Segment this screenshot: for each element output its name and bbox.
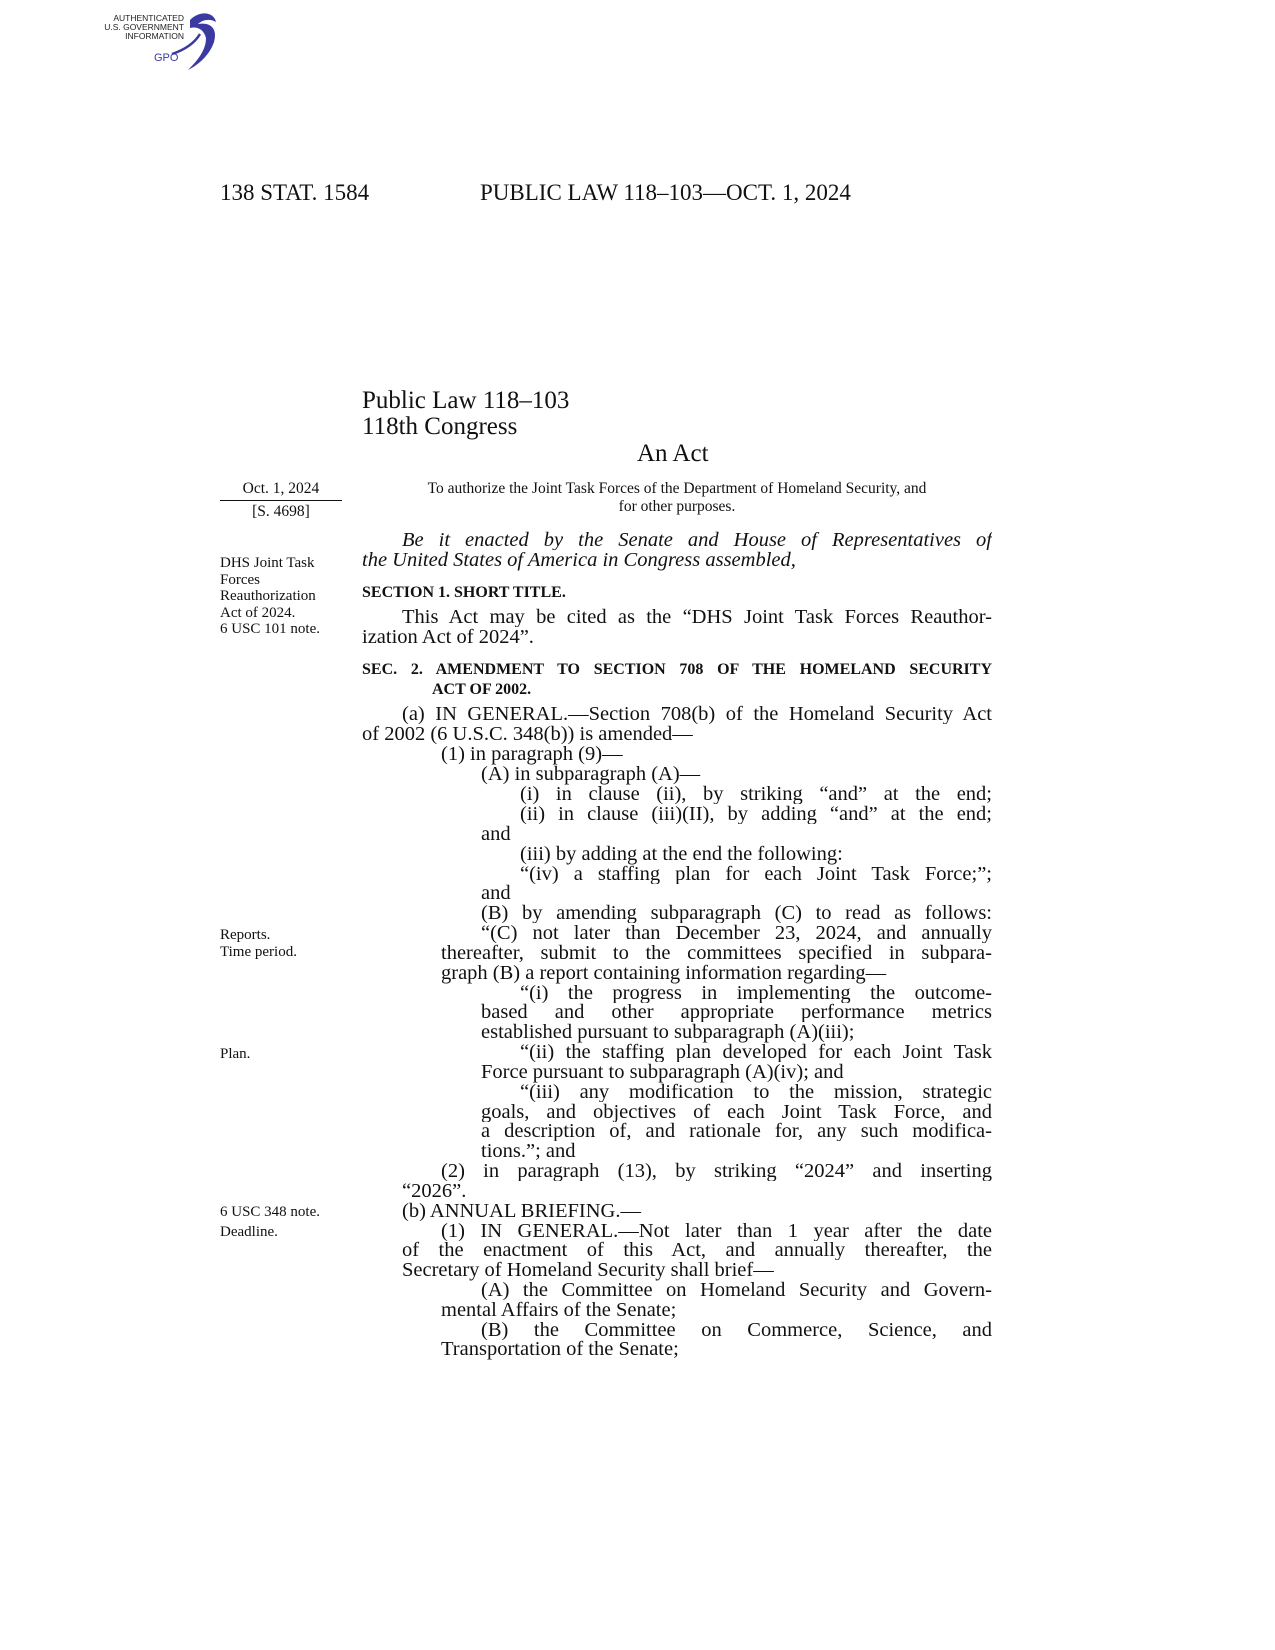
body-line: Secretary of Homeland Security shall brief— (402, 1259, 774, 1281)
body-line: (B) by amending subparagraph (C) to read as follows: (481, 903, 992, 923)
body-line: (a) IN GENERAL.—Section 708(b) of the Homeland Security Act (402, 704, 992, 724)
body-line: and (481, 882, 511, 904)
body-line: Force pursuant to subparagraph (A)(iv); and (481, 1061, 844, 1083)
margin-note: Reauthorization (220, 588, 316, 604)
body-line: (2) in paragraph (13), by striking “2024” and inserting (441, 1161, 992, 1181)
margin-note: Reports. (220, 927, 271, 943)
body-line: (1) in paragraph (9)— (441, 743, 623, 765)
body-line: (ii) in clause (iii)(II), by adding “and” at the end; (520, 804, 992, 824)
body-line: (b) ANNUAL BRIEFING.— (402, 1200, 641, 1222)
margin-note: Act of 2024. (220, 604, 296, 621)
body-line: (i) in clause (ii), by striking “and” at the end; (520, 784, 992, 804)
body-line: (B) the Committee on Commerce, Science, and (481, 1320, 992, 1340)
body-line: based and other appropriate performance metrics (481, 1002, 992, 1022)
body-line: ization Act of 2024”. (362, 626, 534, 648)
margin-note: 6 USC 101 note. (220, 621, 321, 637)
logo-text: AUTHENTICATED (113, 13, 184, 23)
body-line: a description of, and rationale for, any such modifica- (481, 1121, 992, 1141)
body-line: the United States of America in Congress assembled, (362, 549, 796, 571)
stat-page: 138 STAT. 1584 (220, 180, 370, 205)
body-line: Be it enacted by the Senate and House of Representatives of (402, 530, 992, 550)
body-line: of the enactment of this Act, and annually thereafter, the (402, 1240, 992, 1260)
margin-note: 6 USC 348 note. (220, 1204, 321, 1220)
body-line: established pursuant to subparagraph (A)(iii); (481, 1021, 855, 1043)
margin-note: Deadline. (220, 1224, 278, 1240)
body-line: mental Affairs of the Senate; (441, 1299, 677, 1321)
section-heading: SEC. 2. AMENDMENT TO SECTION 708 OF THE HOMELAND SECURITY (362, 661, 992, 678)
body-line: graph (B) a report containing information regarding— (441, 962, 887, 984)
body-line: (A) in subparagraph (A)— (481, 763, 701, 785)
body-line: tions.”; and (481, 1140, 576, 1162)
purpose-line: for other purposes. (618, 498, 736, 515)
body-line: goals, and objectives of each Joint Task Force, and (481, 1102, 992, 1122)
bill-number: [S. 4698] (252, 503, 310, 520)
gpo-authentication-logo (88, 8, 228, 74)
body-line: Transportation of the Senate; (441, 1338, 679, 1360)
margin-note: Forces (220, 571, 260, 588)
section-heading: SECTION 1. SHORT TITLE. (362, 584, 566, 601)
body-line: “(i) the progress in implementing the outcome- (520, 983, 992, 1003)
margin-note: Time period. (220, 943, 297, 960)
body-line: (A) the Committee on Homeland Security and Govern- (481, 1280, 992, 1300)
body-line: “2026”. (402, 1180, 467, 1202)
purpose-line: To authorize the Joint Task Forces of the Department of Homeland Security, and (427, 480, 927, 497)
body-line: of 2002 (6 U.S.C. 348(b)) is amended— (362, 723, 693, 745)
body-line: “(C) not later than December 23, 2024, and annually (481, 923, 992, 943)
section-heading: ACT OF 2002. (432, 681, 532, 698)
body-line: (iii) by adding at the end the following: (520, 843, 843, 865)
logo-text: INFORMATION (125, 31, 184, 41)
body-line: and (481, 823, 511, 845)
margin-note: Plan. (220, 1046, 251, 1062)
congress: 118th Congress (362, 413, 518, 440)
act-heading: An Act (637, 440, 709, 467)
body-line: thereafter, submit to the committees specified in subpara- (441, 943, 992, 963)
margin-note: DHS Joint Task (220, 555, 315, 571)
enactment-date: Oct. 1, 2024 (242, 480, 320, 497)
logo-gpo: GPO (154, 52, 179, 64)
divider (220, 500, 342, 501)
body-line: This Act may be cited as the “DHS Joint Task Forces Reauthor- (402, 607, 992, 627)
body-line: “(iii) any modification to the mission, strategic (520, 1082, 992, 1102)
logo-text: U.S. GOVERNMENT (104, 22, 184, 32)
public-law-number: Public Law 118–103 (362, 387, 570, 414)
body-line: “(iv) a staffing plan for each Joint Task Force;”; (520, 864, 992, 884)
body-line: “(ii) the staffing plan developed for each Joint Task (520, 1042, 992, 1062)
running-header: PUBLIC LAW 118–103—OCT. 1, 2024 (480, 180, 851, 205)
body-line: (1) IN GENERAL.—Not later than 1 year after the date (441, 1221, 992, 1241)
eagle-icon (170, 8, 230, 74)
